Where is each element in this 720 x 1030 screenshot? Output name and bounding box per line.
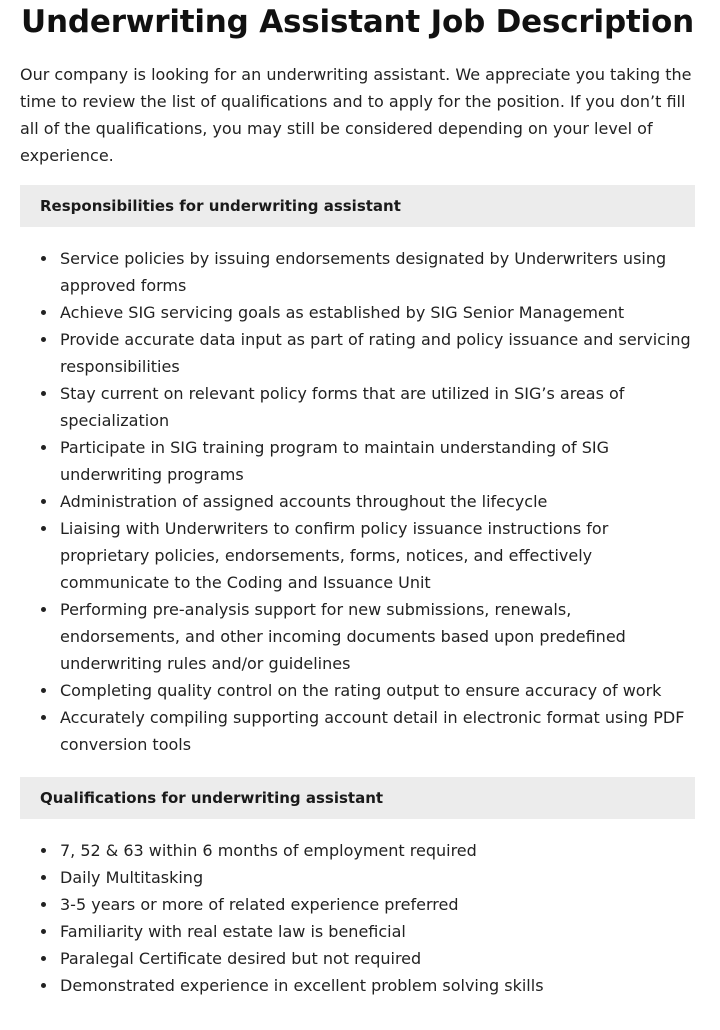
qualifications-heading: Qualifications for underwriting assistant bbox=[20, 777, 695, 819]
responsibility-item: Performing pre-analysis support for new submissions, renewals, endorsements, and other incoming documents based upon predefined underwriting rules and/or guidelines bbox=[60, 596, 695, 677]
responsibility-item: Administration of assigned accounts throughout the lifecycle bbox=[60, 488, 695, 515]
responsibility-item: Provide accurate data input as part of rating and policy issuance and servicing responsibilities bbox=[60, 326, 695, 380]
qualification-item: Familiarity with real estate law is beneficial bbox=[60, 918, 695, 945]
responsibility-item: Stay current on relevant policy forms that are utilized in SIG’s areas of specialization bbox=[60, 380, 695, 434]
responsibilities-heading: Responsibilities for underwriting assistant bbox=[20, 185, 695, 227]
qualification-item: 7, 52 & 63 within 6 months of employment required bbox=[60, 837, 695, 864]
responsibility-item: Service policies by issuing endorsements designated by Underwriters using approved forms bbox=[60, 245, 695, 299]
responsibility-item: Participate in SIG training program to maintain understanding of SIG underwriting programs bbox=[60, 434, 695, 488]
intro-paragraph: Our company is looking for an underwriting assistant. We appreciate you taking the time to review the list of qualifications and to apply for the position. If you don’t fill all of the qualifications, you may still be considered depending on your level of experience. bbox=[20, 65, 692, 165]
qualification-item: Daily Multitasking bbox=[60, 864, 695, 891]
qualification-item: Demonstrated experience in excellent problem solving skills bbox=[60, 972, 695, 999]
qualification-item: 3-5 years or more of related experience preferred bbox=[60, 891, 695, 918]
responsibilities-list bbox=[20, 245, 695, 758]
qualifications-list bbox=[20, 837, 695, 999]
page-title: Underwriting Assistant Job Description bbox=[21, 4, 694, 40]
qualification-item: Paralegal Certificate desired but not required bbox=[60, 945, 695, 972]
responsibility-item: Liaising with Underwriters to confirm policy issuance instructions for proprietary policies, endorsements, forms, notices, and effectively communicate to the Coding and Issuance Unit bbox=[60, 515, 695, 596]
responsibility-item: Achieve SIG servicing goals as established by SIG Senior Management bbox=[60, 299, 695, 326]
responsibility-item: Completing quality control on the rating output to ensure accuracy of work bbox=[60, 677, 695, 704]
responsibility-item: Accurately compiling supporting account detail in electronic format using PDF conversion tools bbox=[60, 704, 695, 758]
